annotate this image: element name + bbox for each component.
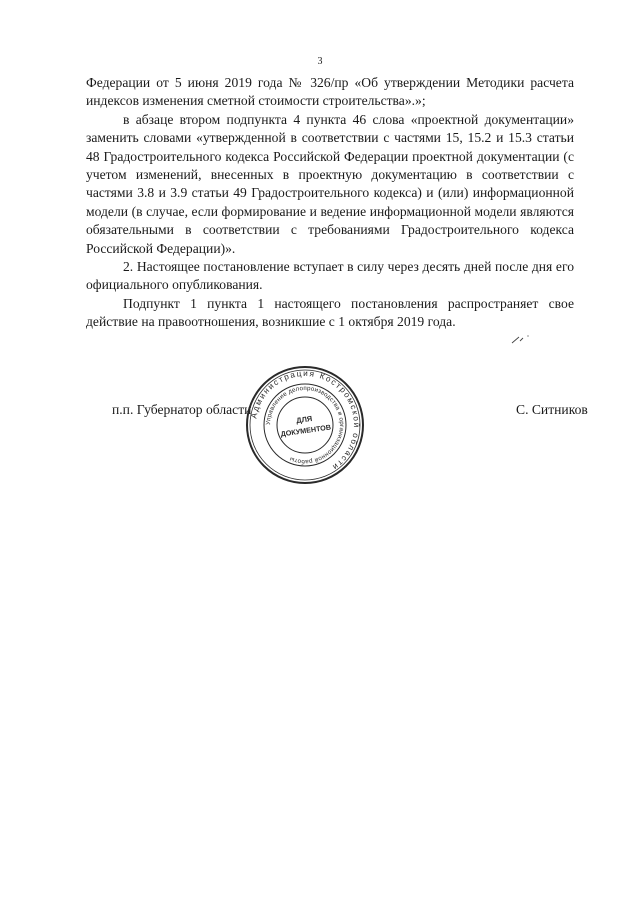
seal-center-line1: ДЛЯ: [295, 413, 313, 426]
signatory-name: С. Ситников: [516, 402, 588, 417]
seal-center-line2: ДОКУМЕНТОВ: [280, 422, 332, 439]
paragraph-retroactive: Подпункт 1 пункта 1 настоящего постановления распространяет свое действие на правоотношения, возникшие с 1 октября 2019 года.: [86, 295, 574, 330]
pen-tick-mark: [510, 332, 532, 346]
signatory-role: п.п. Губернатор области: [112, 402, 252, 417]
official-seal: [244, 364, 366, 486]
seal-graphic: [244, 364, 366, 486]
document-body: [86, 74, 574, 332]
paragraph-amendment: в абзаце втором подпункта 4 пункта 46 слова «проектной документации» заменить словами «утвержденной в соответствии с частями 15, 15.2 и 15.3 статьи 48 Градостроительного кодекса Российской Федерации проектной документации (с учетом изменений, внесенных в проектную документацию в соответствии с частями 3.8 и 3.9 статьи 49 Градостроительного кодекса) и (или) информационной модели (в случае, если формирование и ведение информационной модели являются обязательными в соответствии с требованиями Градостроительного кодекса Российской Федерации)».: [86, 111, 574, 256]
seal-inner-text: Управление делопроизводства и организационной работы: [264, 384, 346, 466]
page-number: 3: [317, 56, 323, 67]
paragraph-effective-date: 2. Настоящее постановление вступает в силу через десять дней после дня его официального опубликования.: [86, 259, 574, 293]
seal-outer-text: Администрация Костромской области: [249, 368, 362, 473]
paragraph-continuation: Федерации от 5 июня 2019 года № 326/пр «Об утверждении Методики расчета индексов изменения сметной стоимости строительства».»;: [86, 75, 574, 109]
